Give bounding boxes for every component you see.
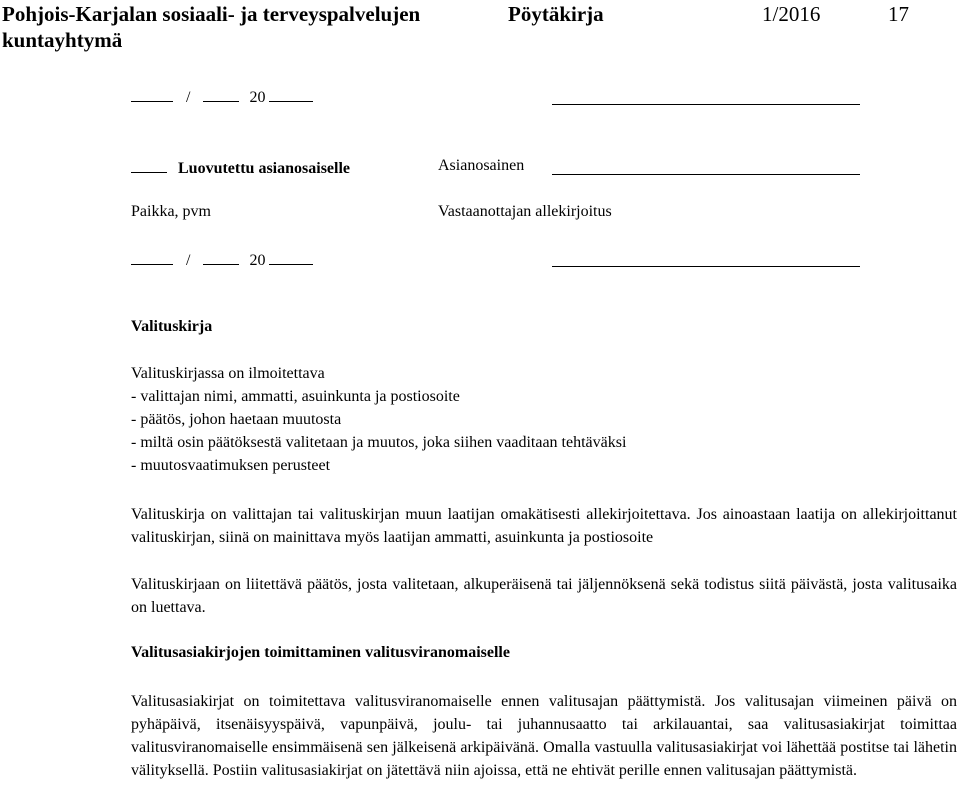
place-date-label: Paikka, pvm xyxy=(131,203,211,220)
month-blank[interactable] xyxy=(203,85,239,102)
year-blank[interactable] xyxy=(269,85,313,102)
party-name-line[interactable] xyxy=(552,174,860,175)
document-type: Pöytäkirja xyxy=(508,2,604,26)
delivered-checkbox-blank[interactable] xyxy=(131,156,167,173)
appeal-signing-paragraph: Valituskirja on valittajan tai valituskirjan muun laatijan omakätisesti allekirjoitettava. Jos ainoastaan laatija on allekirjoittanut valituskirjan, siinä on mainittava myös laatijan ammatti, asuinkunta ja postiosoite xyxy=(131,506,957,546)
delivered-label: Luovutettu asianosaiselle xyxy=(178,160,351,177)
year-prefix: 20 xyxy=(249,252,266,269)
month-blank[interactable] xyxy=(203,248,239,265)
appeal-item-1: - valittajan nimi, ammatti, asuinkunta ja postiosoite xyxy=(131,388,460,405)
party-label: Asianosainen xyxy=(438,157,525,174)
signature-line-1[interactable] xyxy=(552,104,860,105)
date-field-1[interactable] xyxy=(131,85,313,108)
appeal-heading: Valituskirja xyxy=(131,318,213,335)
date-field-2[interactable] xyxy=(131,248,313,271)
appeal-item-2: - päätös, johon haetaan muutosta xyxy=(131,411,342,428)
signature-line-2[interactable] xyxy=(552,266,860,267)
document-number: 1/2016 xyxy=(762,2,821,26)
page-number: 17 xyxy=(888,2,909,26)
appeal-item-3: - miltä osin päätöksestä valitetaan ja muutos, joka siihen vaaditaan tehtäväksi xyxy=(131,434,627,451)
date-slash: / xyxy=(186,252,191,269)
date-slash: / xyxy=(186,89,191,106)
organization-name-line2: kuntayhtymä xyxy=(2,28,123,52)
appeal-attachments-paragraph: Valituskirjaan on liitettävä päätös, josta valitetaan, alkuperäisenä tai jäljennöksenä sekä todistus siitä päivästä, josta valitusaika on luettava. xyxy=(131,576,957,616)
delivered-row xyxy=(131,156,350,179)
appeal-intro: Valituskirjassa on ilmoitettava xyxy=(131,365,325,382)
year-blank[interactable] xyxy=(269,248,313,265)
day-blank[interactable] xyxy=(131,85,173,102)
delivery-paragraph: Valitusasiakirjat on toimitettava valitusviranomaiselle ennen valitusajan päättymistä. Jos valitusajan viimeinen päivä on pyhäpäivä, itsenäisyyspäivä, vapunpäivä, joulu- tai juhannusaatto tai arkilauantai, saa valitusasiakirjat toimittaa valitusviranomaiselle ensimmäisenä sen jälkeisenä arkipäivänä. Omalla vastuulla valitusasiakirjat voi lähettää postitse tai lähetin välityksellä. Postiin valitusasiakirjat on jätettävä niin ajoissa, että ne ehtivät perille ennen valitusajan päättymistä. xyxy=(131,693,957,779)
appeal-item-4: - muutosvaatimuksen perusteet xyxy=(131,457,331,474)
organization-name-line1: Pohjois-Karjalan sosiaali- ja terveyspalvelujen xyxy=(2,2,421,26)
delivery-heading: Valitusasiakirjojen toimittaminen valitusviranomaiselle xyxy=(131,644,510,661)
receiver-signature-label: Vastaanottajan allekirjoitus xyxy=(438,203,612,220)
year-prefix: 20 xyxy=(249,89,266,106)
day-blank[interactable] xyxy=(131,248,173,265)
